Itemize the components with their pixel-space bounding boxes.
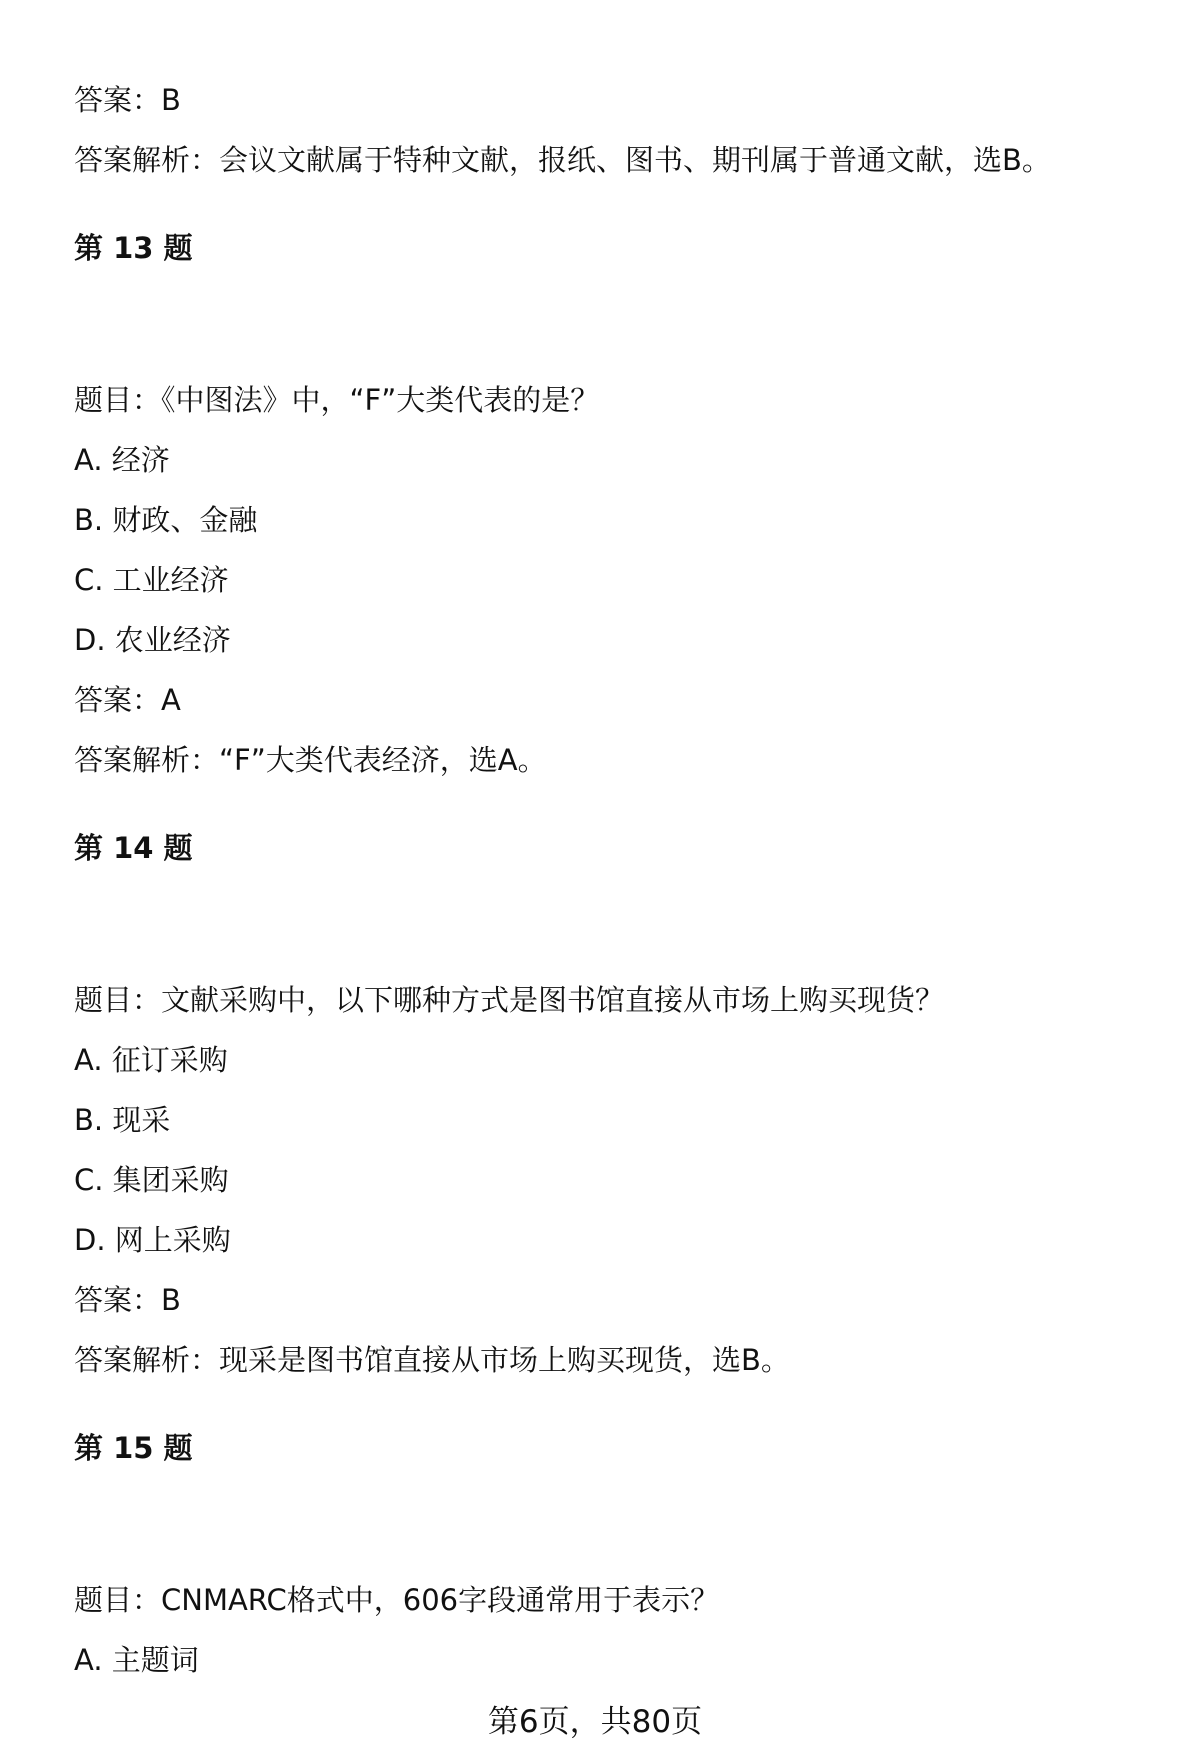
q13-option-d: D. 农业经济 [74,623,231,657]
q13-question: 题目：《中图法》中，“F”大类代表的是？ [74,383,600,417]
q14-option-d: D. 网上采购 [74,1223,231,1257]
q13-explanation: 答案解析：“F”大类代表经济，选A。 [74,743,547,777]
q14-answer: 答案：B [74,1283,181,1317]
q14-option-b: B. 现采 [74,1103,171,1137]
q13-option-b: B. 财政、金融 [74,503,258,537]
q15-option-a: A. 主题词 [74,1643,199,1677]
q13-option-c: C. 工业经济 [74,563,229,597]
q15-heading: 第 15 题 [74,1431,193,1465]
q14-option-a: A. 征订采购 [74,1043,228,1077]
q13-heading: 第 13 题 [74,231,193,265]
q15-question: 题目：CNMARC格式中，606字段通常用于表示？ [74,1583,720,1617]
q13-option-a: A. 经济 [74,443,170,477]
prev-explanation: 答案解析：会议文献属于特种文献，报纸、图书、期刊属于普通文献，选B。 [74,143,1051,177]
q14-heading: 第 14 题 [74,831,193,865]
page-number: 第6页，共80页 [487,1704,703,1740]
q14-option-c: C. 集团采购 [74,1163,229,1197]
q13-answer: 答案：A [74,683,181,717]
prev-answer: 答案：B [74,83,181,117]
q14-explanation: 答案解析：现采是图书馆直接从市场上购买现货，选B。 [74,1343,790,1377]
q14-question: 题目：文献采购中，以下哪种方式是图书馆直接从市场上购买现货？ [74,983,945,1017]
